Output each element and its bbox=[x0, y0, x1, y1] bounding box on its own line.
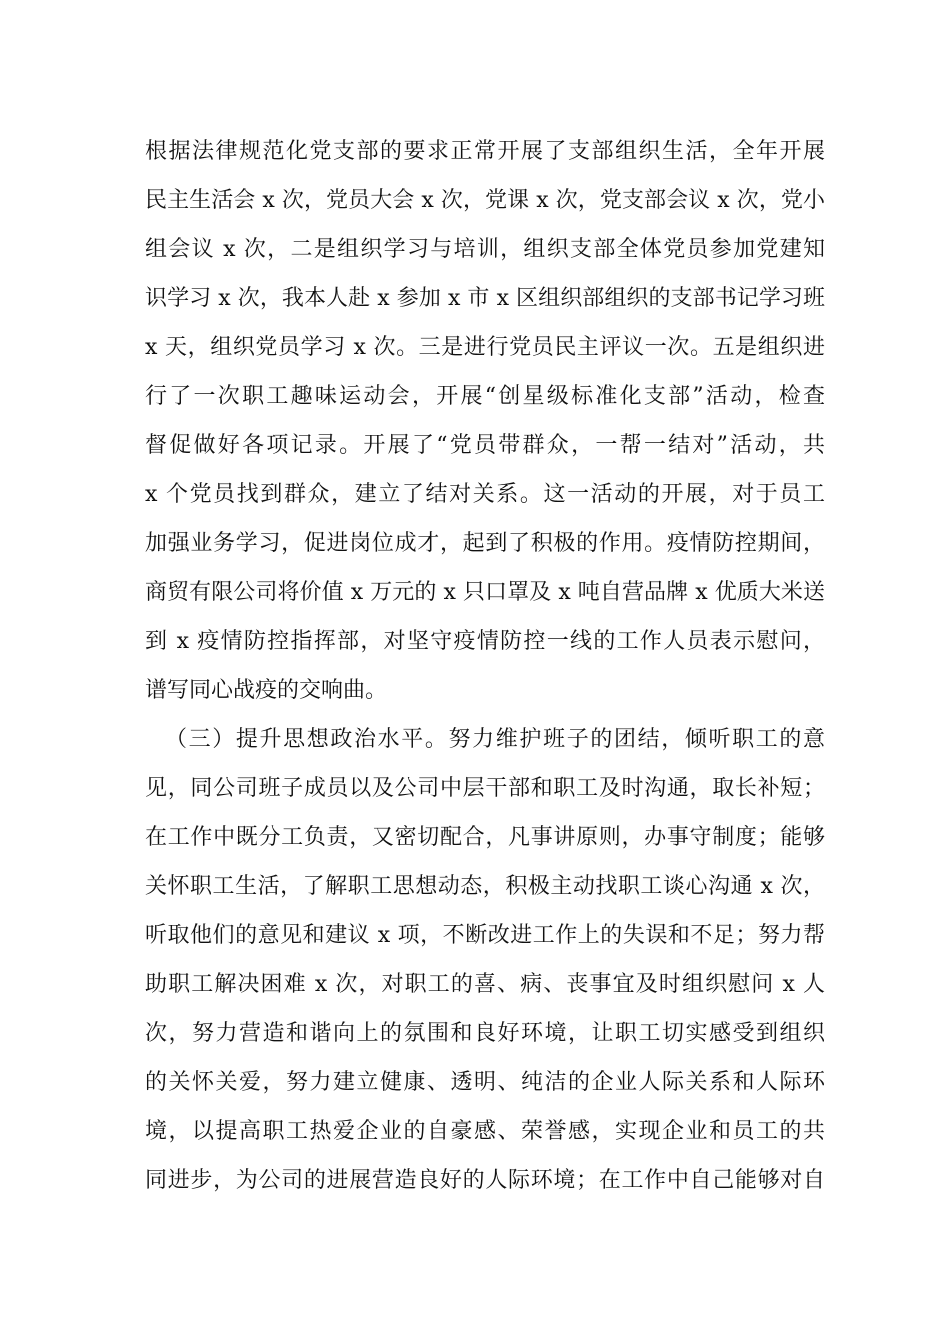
paragraph-line: 同进步，为公司的进展营造良好的人际环境；在工作中自己能够对自 bbox=[145, 1168, 825, 1193]
paragraph-line: 商贸有限公司将价值 x 万元的 x 只口罩及 x 吨自营品牌 x 优质大米送 bbox=[145, 580, 825, 605]
paragraph-line: 关怀职工生活，了解职工思想动态，积极主动找职工谈心沟通 x 次， bbox=[145, 874, 825, 899]
paragraph-line: 听取他们的意见和建议 x 项，不断改进工作上的失误和不足；努力帮 bbox=[145, 923, 825, 948]
paragraph-line: 民主生活会 x 次，党员大会 x 次，党课 x 次，党支部会议 x 次，党小 bbox=[145, 188, 825, 213]
paragraph-line: 组会议 x 次，二是组织学习与培训，组织支部全体党员参加党建知 bbox=[145, 237, 825, 262]
paragraph-line: 行了一次职工趣味运动会，开展“创星级标准化支部”活动，检查 bbox=[145, 384, 825, 409]
paragraph-line: 督促做好各项记录。开展了“党员带群众，一帮一结对”活动，共 bbox=[145, 433, 825, 458]
paragraph-line-last: 谱写同心战疫的交响曲。 bbox=[145, 678, 388, 703]
paragraph-line: 到 x 疫情防控指挥部，对坚守疫情防控一线的工作人员表示慰问， bbox=[145, 629, 825, 654]
paragraph-line-first: （三）提升思想政治水平。努力维护班子的团结，倾听职工的意 bbox=[165, 727, 825, 752]
paragraph-line: x 个党员找到群众，建立了结对关系。这一活动的开展，对于员工 bbox=[145, 482, 825, 507]
paragraph-line: 境，以提高职工热爱企业的自豪感、荣誉感，实现企业和员工的共 bbox=[145, 1119, 825, 1144]
paragraph-line: 助职工解决困难 x 次，对职工的喜、病、丧事宜及时组织慰问 x 人 bbox=[145, 972, 825, 997]
paragraph-line: 见，同公司班子成员以及公司中层干部和职工及时沟通，取长补短； bbox=[145, 776, 825, 801]
paragraph-line: 在工作中既分工负责，又密切配合，凡事讲原则，办事守制度；能够 bbox=[145, 825, 825, 850]
paragraph-line: 的关怀关爱，努力建立健康、透明、纯洁的企业人际关系和人际环 bbox=[145, 1070, 825, 1095]
paragraph-line: 根据法律规范化党支部的要求正常开展了支部组织生活，全年开展 bbox=[145, 139, 825, 164]
paragraph-line: 识学习 x 次，我本人赴 x 参加 x 市 x 区组织部组织的支部书记学习班 bbox=[145, 286, 825, 311]
paragraph-line: 次，努力营造和谐向上的氛围和良好环境，让职工切实感受到组织 bbox=[145, 1021, 825, 1046]
paragraph-line: 加强业务学习，促进岗位成才，起到了积极的作用。疫情防控期间， bbox=[145, 531, 825, 556]
paragraph-line: x 天，组织党员学习 x 次。三是进行党员民主评议一次。五是组织进 bbox=[145, 335, 825, 360]
